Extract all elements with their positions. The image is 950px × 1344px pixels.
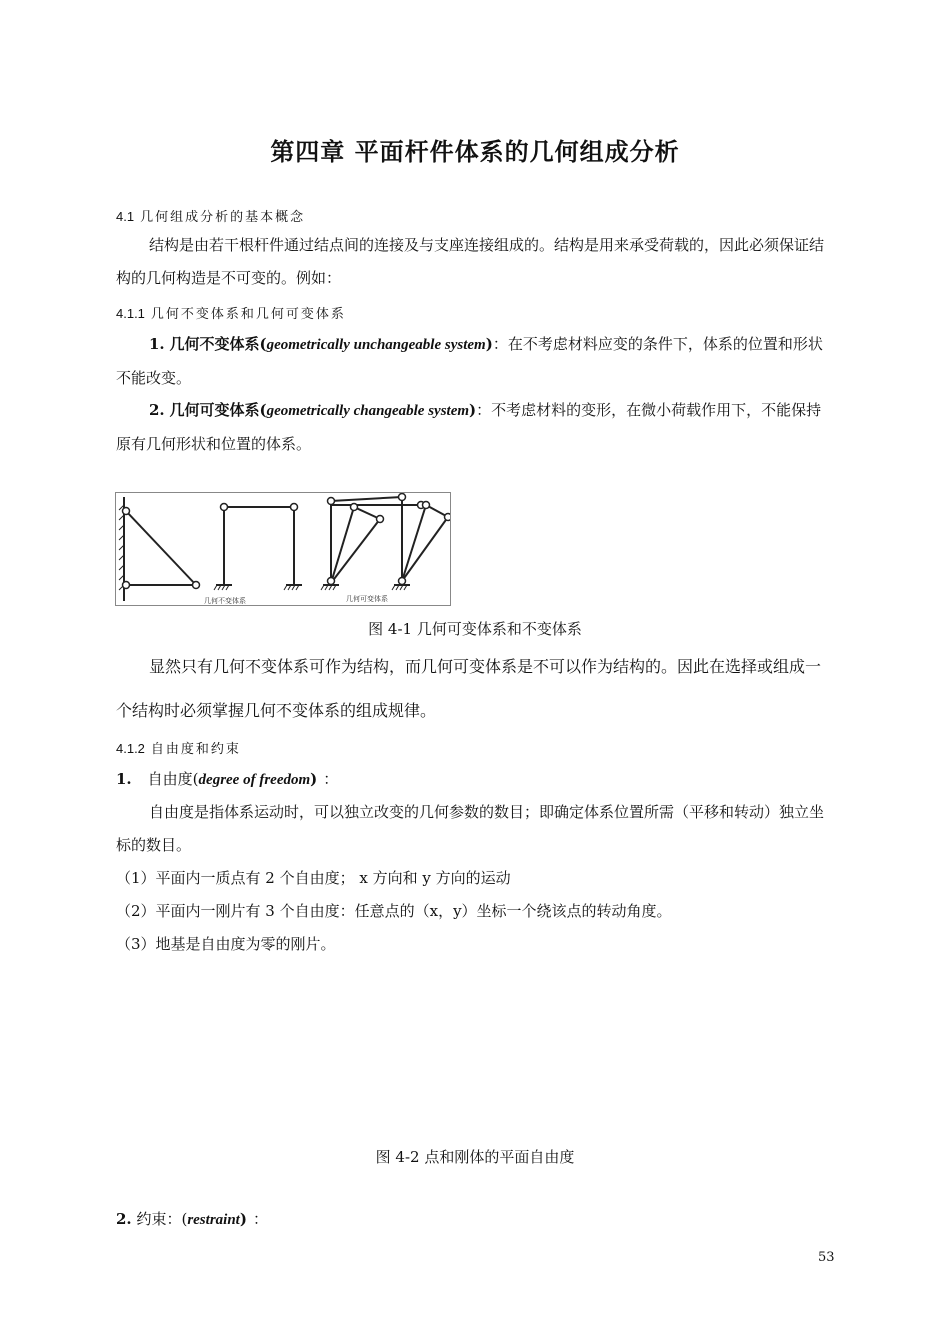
list-item-1: （1）平面内一质点有 2 个自由度； x 方向和 y 方向的运动 [116,869,511,887]
item-number: 1. [116,770,132,788]
item-term-close: ) [485,335,493,353]
figure-label-left: 几何不变体系 [204,597,246,605]
item-term: 自由度( [147,770,199,788]
section-title: 几何不变体系和几何可变体系 [150,307,346,322]
page-number: 53 [818,1250,835,1265]
item-degree-of-freedom [116,763,836,797]
section-heading-4-1 [116,206,305,225]
item-colon: ： [252,1210,268,1228]
section-title: 自由度和约束 [150,742,241,757]
figure-4-2-caption: 图 4-2 点和刚体的平面自由度 [375,1148,575,1166]
section-number: 4.1.2 [116,741,145,756]
figure-4-1 [115,492,451,606]
section-heading-4-1-1 [116,303,346,322]
item-term: 几何可变体系( [169,401,267,419]
section-number: 4.1.1 [116,306,145,321]
item-term-en: degree of freedom [198,772,311,788]
paragraph-intro: 结构是由若干根杆件通过结点间的连接及与支座连接组成的。结构是用来承受荷载的，因此必须保证结构的几何构造是不可变的。例如： [116,236,825,287]
figure-4-1-caption: 图 4-1 几何可变体系和不变体系 [368,620,582,638]
item-term-close: ) [310,770,318,788]
section-heading-4-1-2 [116,738,241,757]
item-term-close: ) [469,401,477,419]
section-number: 4.1 [116,209,135,224]
item-term: 约束：( [136,1210,188,1228]
item-number: 2. [116,1210,132,1228]
item-unchangeable-system [116,328,836,395]
list-item-3: （3）地基是自由度为零的刚片。 [116,935,336,953]
item-term: 几何不变体系( [169,335,267,353]
item-term-en: geometrically changeable system [266,403,470,419]
diagonal-bar [126,511,196,585]
list-item-2: （2）平面内一刚片有 3 个自由度：任意点的（x，y）坐标一个绕该点的转动角度。 [116,902,672,920]
figure-label-right: 几何可变体系 [346,595,388,603]
item-colon: ： [323,770,339,788]
paragraph-dof-definition: 自由度是指体系运动时，可以独立改变的几何参数的数目；即确定体系位置所需（平移和转动）独立坐标的数目。 [116,803,825,854]
item-text: ：在不考虑材料应变的条件下，体系的位置和形状不能改变。 [116,335,823,387]
item-restraint [116,1203,836,1237]
item-changeable-system [116,394,836,461]
section-title: 几何组成分析的基本概念 [140,210,306,225]
item-number: 2. [149,401,165,419]
item-term-en: geometrically unchangeable system [266,337,486,353]
paragraph-conclusion: 显然只有几何不变体系可作为结构，而几何可变体系是不可以作为结构的。因此在选择或组成一个结构时必须掌握几何不变体系的组成规律。 [116,657,822,720]
structure-diagrams [116,493,450,605]
item-number: 1. [149,335,165,353]
item-term-en: restraint [187,1212,240,1228]
item-text: ：不考虑材料的变形，在微小荷载作用下，不能保持原有几何形状和位置的体系。 [116,401,822,453]
chapter-title: 第四章 平面杆件体系的几何组成分析 [270,138,680,166]
item-term-close: ) [239,1210,247,1228]
